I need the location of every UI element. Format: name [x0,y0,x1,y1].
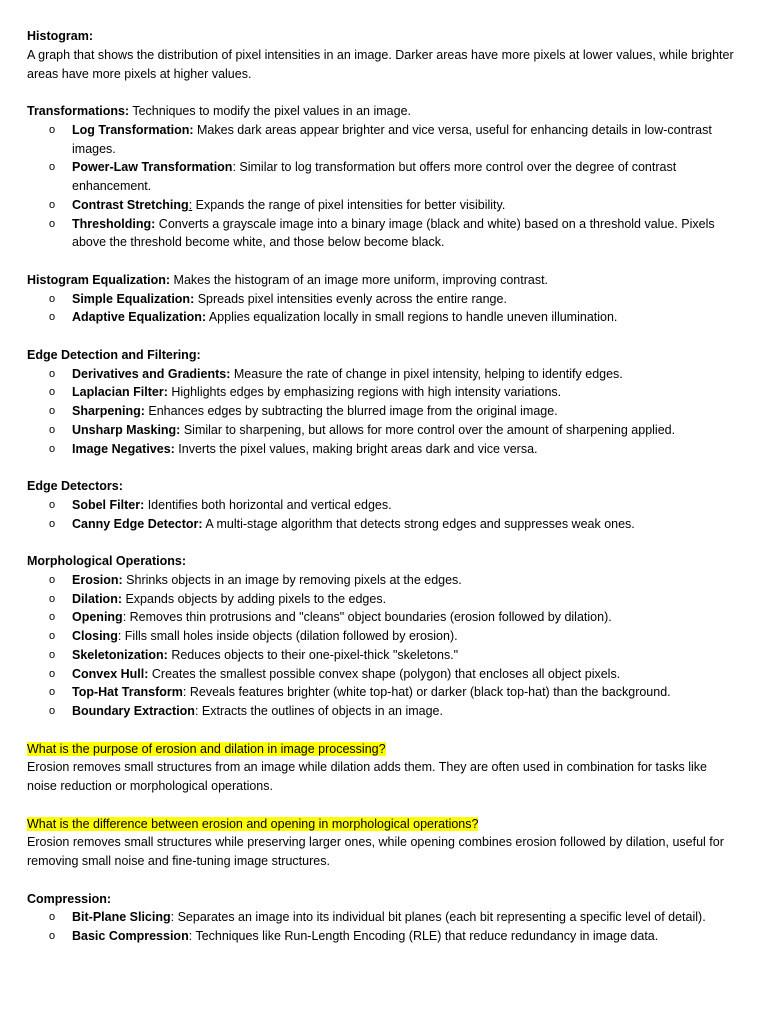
list-item [27,665,739,684]
list-item [27,927,739,946]
list-item [27,646,739,665]
item-description: : Reveals features brighter (white top-hat) or darker (black top-hat) than the background. [182,685,671,700]
item-term: Simple Equalization: [72,291,195,306]
qa2-answer: Erosion removes small structures while preserving larger ones, while opening combines erosion followed by dilation, useful for removing small noise and fine-tuning image structures. [27,835,724,868]
edge-filtering-title: Edge Detection and Filtering: [27,347,201,362]
bullet-icon: o [49,498,56,511]
transformations-intro: Techniques to modify the pixel values in an image. [129,104,411,118]
bullet-icon: o [49,648,56,661]
item-description: Reduces objects to their one-pixel-thick "skeletons." [167,647,459,662]
bullet-icon: o [49,517,56,530]
item-description: : Similar to log transformation but offers more control over the degree of contrast enhancement. [72,160,677,193]
item-term: Dilation: [72,591,122,606]
item-term: Derivatives and Gradients: [72,366,231,381]
item-description: Measure the rate of change in pixel intensity, helping to identify edges. [230,366,623,381]
item-description: Inverts the pixel values, making bright areas dark and vice versa. [174,441,538,456]
list-item [27,608,739,627]
item-description: Enhances edges by subtracting the blurred image from the original image. [144,404,558,418]
item-term: Laplacian Filter: [72,385,168,400]
bullet-icon: o [49,311,56,324]
item-term: Opening [72,610,123,625]
list-item [27,627,739,646]
bullet-icon: o [49,442,56,455]
bullet-icon: o [49,911,56,924]
item-term: Closing [72,629,118,643]
bullet-icon: o [49,930,56,942]
transformations-list [27,121,739,252]
transformations-heading [27,102,739,121]
item-term: Log Transformation: [72,122,194,137]
bullet-icon: o [49,705,56,717]
histogram-title: Histogram: [27,29,93,43]
list-item [27,421,739,440]
item-term: Basic Compression [72,929,189,943]
bullet-icon: o [49,367,56,380]
item-description: : Separates an image into its individual bit planes (each bit representing a specific level of detail). [170,910,706,925]
bullet-icon: o [49,123,56,136]
list-item [27,158,739,196]
document-page [27,27,739,946]
list-item [27,215,739,253]
item-term: Contrast Stretching [72,197,189,212]
list-item [27,702,739,721]
bullet-icon: o [49,292,56,305]
bullet-icon: o [49,630,56,642]
equalization-list [27,290,739,328]
bullet-icon: o [49,573,56,586]
item-term: Sobel Filter: [72,497,145,512]
item-description: : Extracts the outlines of objects in an image. [194,704,443,718]
edge-detectors-title: Edge Detectors: [27,479,123,493]
list-item [27,383,739,402]
bullet-icon: o [49,161,56,174]
transformations-title: Transformations: [27,104,130,118]
bullet-icon: o [49,667,56,680]
qa1-question: What is the purpose of erosion and dilation in image processing? [27,741,386,756]
item-term: Thresholding: [72,216,156,231]
list-item [27,121,739,159]
compression-title: Compression: [27,891,112,906]
item-description: Shrinks objects in an image by removing pixels at the edges. [122,572,462,587]
list-item [27,590,739,609]
item-term: Unsharp Masking: [72,422,181,437]
item-description: : Fills small holes inside objects (dilation followed by erosion). [117,629,458,643]
qa1-question-line [27,740,739,759]
item-description: : Removes thin protrusions and "cleans" object boundaries (erosion followed by dilation). [122,610,612,625]
edge-detectors-list [27,496,739,534]
bullet-icon: o [49,386,56,399]
item-description: Expands objects by adding pixels to the edges. [122,591,387,606]
item-term: Bit-Plane Slicing [72,910,171,925]
item-description: Spreads pixel intensities evenly across the entire range. [194,291,507,306]
item-term: Canny Edge Detector: [72,516,203,531]
list-item [27,308,739,327]
list-item [27,683,739,702]
item-term: Power-Law Transformation [72,160,233,175]
list-item [27,908,739,927]
list-item [27,440,739,459]
item-separator: : [188,197,193,212]
morphology-list [27,571,739,721]
list-item [27,515,739,534]
equalization-heading [27,271,739,290]
equalization-title: Histogram Equalization: [27,272,171,287]
equalization-intro: Makes the histogram of an image more uniform, improving contrast. [170,272,549,287]
item-description: Identifies both horizontal and vertical edges. [144,497,392,512]
qa1-answer: Erosion removes small structures from an image while dilation adds them. They are often used in combination for tasks like noise reduction or morphological operations. [27,760,707,793]
item-term: Adaptive Equalization: [72,310,207,325]
edge-filtering-list [27,365,739,459]
item-term: Skeletonization: [72,647,168,662]
list-item [27,290,739,309]
item-term: Sharpening: [72,404,145,418]
item-description: Applies equalization locally in small regions to handle uneven illumination. [206,310,618,325]
item-term: Top-Hat Transform [72,685,183,700]
item-term: Boundary Extraction [72,704,195,718]
item-description: Converts a grayscale image into a binary image (black and white) based on a threshold value. Pixels above the threshold become white, and those below become black. [72,216,715,250]
histogram-body: A graph that shows the distribution of pixel intensities in an image. Darker areas have more pixels at lower values, while brighter areas have more pixels at higher values. [27,47,734,81]
item-description: A multi-stage algorithm that detects strong edges and suppresses weak ones. [202,516,635,531]
item-description: Highlights edges by emphasizing regions with high intensity variations. [167,385,562,400]
qa2-question: What is the difference between erosion and opening in morphological operations? [27,816,479,831]
item-term: Erosion: [72,572,123,587]
list-item [27,196,739,215]
bullet-icon: o [49,423,56,436]
list-item [27,496,739,515]
compression-list [27,908,739,946]
qa2-question-line [27,815,739,834]
list-item [27,402,739,421]
item-term: Convex Hull: [72,666,149,681]
item-description: Creates the smallest possible convex shape (polygon) that encloses all object pixels. [148,666,621,681]
bullet-icon: o [49,592,56,605]
item-description: Makes dark areas appear brighter and vice versa, useful for enhancing details in low-contrast images. [72,122,712,156]
item-term: Image Negatives: [72,441,175,456]
item-description: Expands the range of pixel intensities for better visibility. [192,197,506,212]
list-item [27,571,739,590]
bullet-icon: o [49,611,56,624]
item-description: Similar to sharpening, but allows for more control over the amount of sharpening applied. [180,422,676,437]
bullet-icon: o [49,198,56,211]
list-item [27,365,739,384]
item-description: : Techniques like Run-Length Encoding (RLE) that reduce redundancy in image data. [188,929,659,943]
bullet-icon: o [49,217,56,230]
bullet-icon: o [49,686,56,699]
morphology-title: Morphological Operations: [27,554,187,568]
bullet-icon: o [49,405,56,417]
